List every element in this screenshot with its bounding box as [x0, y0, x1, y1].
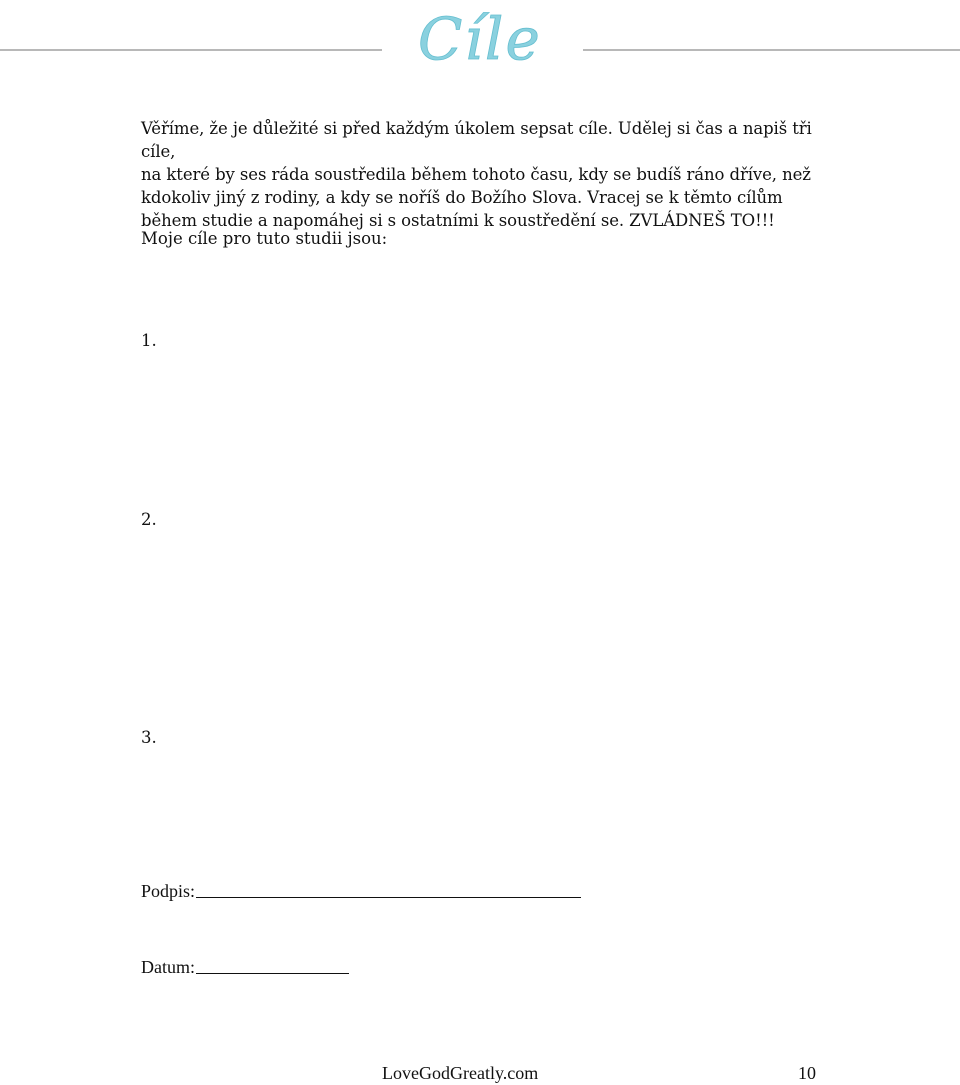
goal-number-3: 3.	[141, 728, 157, 747]
intro-line-4: během studie a napomáhej si s ostatními k soustředění se. ZVLÁDNEŠ TO!!!	[141, 211, 775, 230]
header-divider-left	[0, 49, 382, 51]
page-number: 10	[798, 1063, 816, 1083]
intro-paragraph	[141, 117, 841, 232]
date-label: Datum:	[141, 957, 195, 977]
intro-line-3: kdokoliv jiný z rodiny, a kdy se noříš do Božího Slova. Vracej se k těmto cílům	[141, 188, 783, 207]
signature-label: Podpis:	[141, 881, 196, 901]
title-script	[412, 2, 552, 72]
signature-field[interactable]	[141, 880, 581, 902]
date-line[interactable]	[196, 973, 349, 974]
signature-line[interactable]	[196, 897, 581, 898]
page-title	[412, 2, 552, 72]
header-divider-right	[583, 49, 960, 51]
footer-site-link[interactable]: LoveGodGreatly.com	[382, 1063, 539, 1083]
intro-line-2: na které by ses ráda soustředila během tohoto času, kdy se budíš ráno dříve, než	[141, 165, 811, 184]
date-field[interactable]	[141, 956, 349, 978]
title-text: Cíle	[418, 5, 542, 72]
goal-number-1: 1.	[141, 331, 157, 350]
goals-prompt: Moje cíle pro tuto studii jsou:	[141, 229, 388, 248]
intro-line-1: Věříme, že je důležité si před každým úkolem sepsat cíle. Udělej si čas a napiš tři cíle,	[141, 119, 812, 161]
goal-number-2: 2.	[141, 510, 157, 529]
